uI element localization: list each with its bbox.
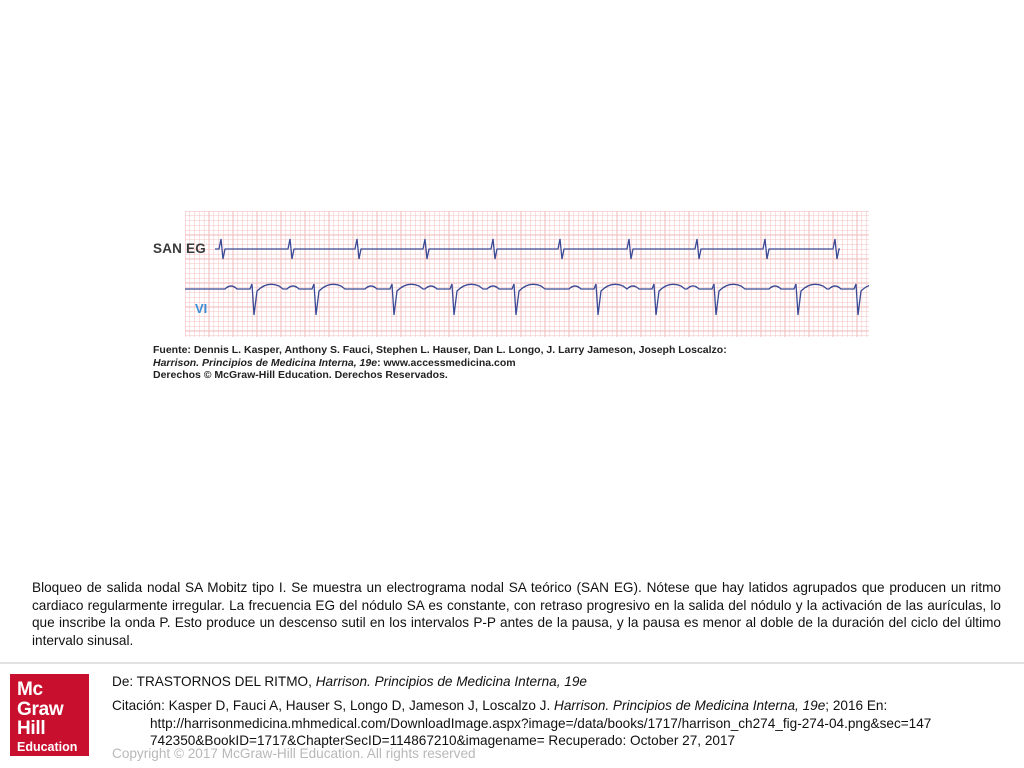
footer-divider	[0, 662, 1024, 664]
source-book-title: Harrison. Principios de Medicina Interna, 19e	[315, 674, 587, 689]
copyright-notice: Copyright © 2017 McGraw-Hill Education. All rights reserved	[112, 746, 476, 761]
v1-trace	[185, 284, 869, 315]
v1-lead-label: VI	[195, 301, 208, 316]
figure-credit	[153, 344, 727, 382]
citation-url[interactable]: http://harrisonmedicina.mhmedical.com/DownloadImage.aspx?image=/data/books/1717/harrison_ch274_fig-274-04.png&sec=147742350&BookID=1717&ChapterSecID=114867210&imagename= Recuperado: October 27, 2017	[150, 715, 932, 748]
san-eg-label: SAN EG	[153, 241, 206, 256]
logo-text-education: Education	[17, 739, 78, 754]
credit-book-title: Harrison. Principios de Medicina Interna, 19e	[153, 356, 378, 369]
ecg-grid	[185, 211, 869, 337]
credit-line-2	[153, 357, 727, 370]
citation-book-title: Harrison. Principios de Medicina Interna, 19e	[554, 698, 826, 713]
source-chapter	[112, 674, 587, 689]
ecg-figure	[145, 205, 873, 385]
logo-text-mc: Mc	[17, 679, 43, 700]
credit-line-1: Fuente: Dennis L. Kasper, Anthony S. Fauci, Stephen L. Hauser, Dan L. Longo, J. Larry Jameson, Joseph Loscalzo:	[153, 344, 727, 356]
figure-caption: Bloqueo de salida nodal SA Mobitz tipo I. Se muestra un electrograma nodal SA teórico (SAN EG). Nótese que hay latidos agrupados que producen un ritmo cardiaco regularmente irregular. La frecuencia EG del nódulo SA es constante, con retraso progresivo en la salida del nódulo y la activación de las aurículas, lo que inscribe la onda P. Esto produce un descenso sutil en los intervalos P-P antes de la pausa, y la pausa es menor al doble de la duración del ciclo del último intervalo sinusal.	[32, 580, 1001, 648]
citation-year: ; 2016 En:	[825, 698, 888, 713]
san-eg-trace	[215, 239, 840, 259]
logo-text-graw: Graw	[17, 698, 64, 720]
credit-website: : www.accessmedicina.com	[377, 356, 516, 369]
logo-text-hill: Hill	[17, 718, 46, 739]
citation-authors: Citación: Kasper D, Fauci A, Hauser S, Longo D, Jameson J, Loscalzo J.	[112, 698, 555, 713]
ecg-strip	[185, 211, 869, 337]
credit-line-3: Derechos © McGraw-Hill Education. Derechos Reservados.	[153, 369, 448, 382]
citation	[112, 697, 932, 750]
source-chapter-prefix: De: TRASTORNOS DEL RITMO,	[112, 674, 316, 689]
mcgraw-hill-education-logo	[10, 674, 89, 756]
